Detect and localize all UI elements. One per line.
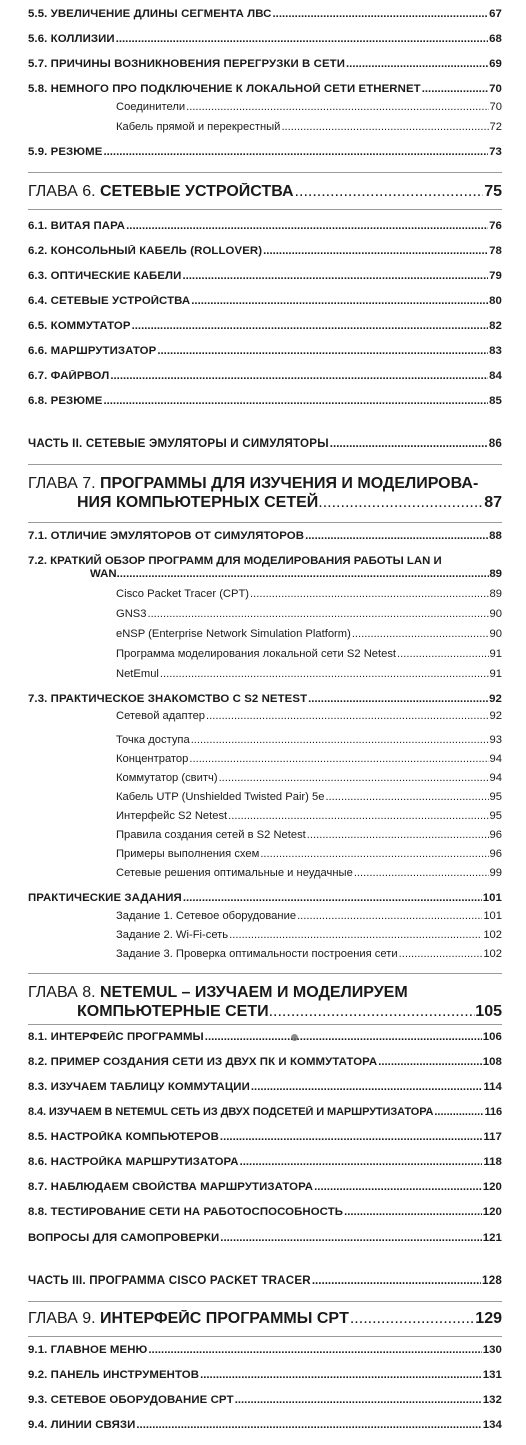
chapter-number: ГЛАВА 9.: [28, 1310, 96, 1327]
entry-label: 8.2. ПРИМЕР СОЗДАНИЯ СЕТИ ИЗ ДВУХ ПК И КОММУТАТОРА: [28, 1056, 378, 1068]
entry-label: Интерфейс S2 Netest: [116, 810, 228, 822]
dot-leader: [399, 948, 483, 960]
toc-section-entry: [28, 370, 502, 382]
toc-subentry: [116, 929, 502, 941]
dot-leader: [314, 1181, 482, 1193]
page-number: 120: [482, 1206, 502, 1218]
page-number: 70: [489, 83, 502, 95]
toc-subentry: [116, 772, 502, 784]
toc-subentry: [116, 608, 502, 620]
entry-label: 9.4. ЛИНИИ СВЯЗИ: [28, 1419, 136, 1431]
entry-label: 6.6. МАРШРУТИЗАТОР: [28, 345, 157, 357]
toc-subentry: [116, 121, 502, 133]
dot-leader: [250, 588, 489, 600]
toc-section-entry: [28, 892, 502, 904]
toc-subentry: [116, 753, 502, 765]
toc-section-entry: [28, 295, 502, 307]
divider: [28, 209, 502, 210]
dot-leader: [183, 892, 482, 904]
dot-leader: [126, 220, 488, 232]
page-number: 120: [482, 1181, 502, 1193]
toc-chapter-heading: [28, 474, 502, 512]
dot-leader: [191, 734, 489, 746]
dot-leader: [251, 1081, 482, 1093]
entry-label: 5.8. НЕМНОГО ПРО ПОДКЛЮЧЕНИЕ К ЛОКАЛЬНОЙ СЕТИ ETHERNET: [28, 83, 421, 95]
dot-leader: [206, 710, 489, 722]
toc-section-entry: [28, 1081, 502, 1093]
toc-chapter-heading: [28, 183, 502, 201]
entry-label: 8.1. ИНТЕРФЕЙС ПРОГРАММЫ: [28, 1031, 204, 1043]
toc-part-entry: [28, 437, 502, 450]
dot-leader: [269, 1002, 476, 1021]
page-number: 102: [483, 948, 502, 960]
toc-section-entry: [28, 1394, 502, 1406]
dot-leader: [240, 1156, 483, 1168]
entry-label: 8.5. НАСТРОЙКА КОМПЬЮТЕРОВ: [28, 1131, 219, 1143]
dot-leader: [116, 33, 488, 45]
entry-label: 6.8. РЕЗЮМЕ: [28, 395, 103, 407]
entry-label-line1: 7.2. КРАТКИЙ ОБЗОР ПРОГРАММ ДЛЯ МОДЕЛИРОВАНИЯ РАБОТЫ LAN И: [28, 555, 442, 567]
page-number: 131: [482, 1369, 502, 1381]
entry-label: 5.5. УВЕЛИЧЕНИЕ ДЛИНЫ СЕГМЕНТА ЛВС: [28, 8, 272, 20]
dot-leader: [103, 146, 488, 158]
page-number: 105: [475, 1003, 502, 1020]
page-number: 132: [482, 1394, 502, 1406]
dot-leader: [312, 1274, 481, 1287]
page-number: 67: [489, 8, 502, 20]
dot-leader: [228, 810, 488, 822]
dot-leader: [330, 437, 488, 450]
toc-section-entry: [28, 1056, 502, 1068]
dot-leader: [110, 370, 488, 382]
toc-section-entry: [28, 220, 502, 232]
page-number: 106: [482, 1031, 502, 1043]
page-number: 108: [482, 1056, 502, 1068]
page-number: 91: [489, 648, 502, 660]
toc-section-entry: [28, 58, 502, 70]
dot-leader: [147, 608, 488, 620]
entry-label: 5.6. КОЛЛИЗИИ: [28, 33, 115, 45]
toc-section-entry: [28, 1106, 502, 1118]
page-number: 95: [489, 810, 502, 822]
entry-label: Концентратор: [116, 753, 189, 765]
page-number: 130: [482, 1344, 502, 1356]
dot-leader: [103, 395, 488, 407]
toc-subentry: [116, 628, 502, 640]
entry-label: ЧАСТЬ III. ПРОГРАММА CISCO PACKET TRACER: [28, 1274, 311, 1287]
page-number: 76: [489, 220, 502, 232]
divider: [28, 1336, 502, 1337]
dot-leader: [346, 58, 488, 70]
divider: [28, 973, 502, 974]
entry-label: 9.2. ПАНЕЛЬ ИНСТРУМЕНТОВ: [28, 1369, 200, 1381]
chapter-title-line1: ПРОГРАММЫ ДЛЯ ИЗУЧЕНИЯ И МОДЕЛИРОВА-: [100, 475, 479, 492]
chapter-number: ГЛАВА 7.: [28, 475, 96, 492]
toc-section-entry: [28, 1232, 502, 1244]
toc-section-entry: [28, 1131, 502, 1143]
dot-leader: [307, 829, 489, 841]
page-number: 78: [489, 245, 502, 257]
dot-leader: [157, 345, 488, 357]
toc-section-entry: [28, 1369, 502, 1381]
dot-leader: [117, 568, 490, 581]
toc-subentry: [116, 734, 502, 746]
entry-label: Сетевые решения оптимальные и неудачные: [116, 867, 353, 879]
entry-label: 6.4. СЕТЕВЫЕ УСТРОЙСТВА: [28, 295, 191, 307]
page-number: 85: [489, 395, 502, 407]
dot-leader: [260, 848, 488, 860]
dot-leader: [354, 867, 489, 879]
page-number: 95: [489, 791, 502, 803]
entry-label: 7.1. ОТЛИЧИЕ ЭМУЛЯТОРОВ ОТ СИМУЛЯТОРОВ: [28, 530, 305, 542]
page-number: 82: [489, 320, 502, 332]
toc-section-entry: [28, 1181, 502, 1193]
toc-section-entry: [28, 530, 502, 542]
dot-leader: [434, 1106, 483, 1118]
entry-label: Программа моделирования локальной сети S2 Netest: [116, 648, 397, 660]
toc-section-entry: [28, 270, 502, 282]
entry-label: ЧАСТЬ II. СЕТЕВЫЕ ЭМУЛЯТОРЫ И СИМУЛЯТОРЫ: [28, 437, 329, 450]
page-number: 121: [482, 1232, 502, 1244]
toc-section-entry: [28, 146, 502, 158]
dot-leader: [422, 83, 488, 95]
toc-subentry: [116, 867, 502, 879]
page-number: 96: [489, 829, 502, 841]
toc-subentry: [116, 101, 502, 113]
entry-label: 8.3. ИЗУЧАЕМ ТАБЛИЦУ КОММУТАЦИИ: [28, 1081, 250, 1093]
page-number: 79: [489, 270, 502, 282]
toc-section-entry: [28, 555, 502, 581]
toc-subentry: [116, 710, 502, 722]
dot-leader: [352, 628, 489, 640]
page-number: 92: [489, 710, 502, 722]
toc-subentry: [116, 948, 502, 960]
entry-label: 5.9. РЕЗЮМЕ: [28, 146, 103, 158]
chapter-title: СЕТЕВЫЕ УСТРОЙСТВА: [100, 183, 294, 200]
entry-label: 6.7. ФАЙРВОЛ: [28, 370, 110, 382]
dot-leader: [148, 1344, 481, 1356]
page-number: 89: [489, 568, 502, 580]
entry-label: Задание 3. Проверка оптимальности построения сети: [116, 948, 398, 960]
dot-leader: [186, 101, 488, 113]
dot-leader: [305, 530, 488, 542]
toc-section-entry: [28, 1031, 502, 1043]
entry-label: 9.3. СЕТЕВОЕ ОБОРУДОВАНИЕ CPT: [28, 1394, 234, 1406]
toc-subentry: [116, 668, 502, 680]
entry-label: 8.6. НАСТРОЙКА МАРШРУТИЗАТОРА: [28, 1156, 239, 1168]
dot-leader: [378, 1056, 482, 1068]
page-number: 116: [484, 1106, 502, 1118]
divider: [28, 1024, 502, 1025]
page-number: 89: [489, 588, 502, 600]
chapter-number: ГЛАВА 8.: [28, 984, 96, 1001]
page-number: 69: [489, 58, 502, 70]
chapter-title-line2: НИЯ КОМПЬЮТЕРНЫХ СЕТЕЙ: [77, 494, 319, 511]
dot-leader: [132, 320, 489, 332]
dot-leader: [281, 121, 488, 133]
entry-label: 8.8. ТЕСТИРОВАНИЕ СЕТИ НА РАБОТОСПОСОБНОСТЬ: [28, 1206, 344, 1218]
entry-label: 8.7. НАБЛЮДАЕМ СВОЙСТВА МАРШРУТИЗАТОРА: [28, 1181, 314, 1193]
toc-section-entry: [28, 1344, 502, 1356]
toc-section-entry: [28, 1206, 502, 1218]
entry-label: Cisco Packet Tracer (CPT): [116, 588, 250, 600]
entry-label: Соединители: [116, 101, 186, 113]
toc-chapter-heading: [28, 983, 502, 1021]
dot-leader: [397, 648, 489, 660]
dot-leader: [191, 295, 488, 307]
page-number: 84: [489, 370, 502, 382]
dot-leader: [344, 1206, 482, 1218]
toc-section-entry: [28, 8, 502, 20]
entry-label: 7.3. ПРАКТИЧЕСКОЕ ЗНАКОМСТВО С S2 NETEST: [28, 693, 308, 705]
ink-smudge: [291, 1034, 298, 1041]
chapter-title-line1: NETEMUL – ИЗУЧАЕМ И МОДЕЛИРУЕМ: [100, 984, 408, 1001]
page-number: 83: [489, 345, 502, 357]
dot-leader: [160, 668, 489, 680]
page-number: 96: [489, 848, 502, 860]
toc-subentry: [116, 648, 502, 660]
entry-label: 6.5. КОММУТАТОР: [28, 320, 131, 332]
toc-section-entry: [28, 1156, 502, 1168]
entry-label: Точка доступа: [116, 734, 190, 746]
page-number: 93: [489, 734, 502, 746]
toc-section-entry: [28, 320, 502, 332]
entry-label-line2: WAN: [90, 568, 117, 580]
toc-subentry: [116, 910, 502, 922]
page-number: 101: [483, 910, 502, 922]
dot-leader: [136, 1419, 481, 1431]
entry-label: Задание 2. Wi-Fi-сеть: [116, 929, 229, 941]
divider: [28, 464, 502, 465]
divider: [28, 172, 502, 173]
page-number: 75: [484, 183, 502, 200]
toc-section-entry: [28, 345, 502, 357]
dot-leader: [235, 1394, 482, 1406]
entry-label: 9.1. ГЛАВНОЕ МЕНЮ: [28, 1344, 148, 1356]
entry-label: Сетевой адаптер: [116, 710, 206, 722]
page-number: 118: [483, 1156, 502, 1168]
page-number: 134: [482, 1419, 502, 1431]
dot-leader: [229, 929, 482, 941]
entry-label: eNSP (Enterprise Network Simulation Platform): [116, 628, 351, 640]
chapter-title: ИНТЕРФЕЙС ПРОГРАММЫ CPT: [100, 1310, 349, 1327]
toc-section-entry: [28, 1419, 502, 1431]
dot-leader: [308, 693, 488, 705]
page-number: 88: [489, 530, 502, 542]
page-number: 102: [483, 929, 502, 941]
page-number: 68: [489, 33, 502, 45]
toc-subentry: [116, 848, 502, 860]
toc-subentry: [116, 829, 502, 841]
chapter-number: ГЛАВА 6.: [28, 183, 96, 200]
page-number: 117: [483, 1131, 502, 1143]
page-number: 90: [489, 628, 502, 640]
entry-label: Примеры выполнения схем: [116, 848, 260, 860]
dot-leader: [220, 1131, 482, 1143]
page-number: 129: [475, 1310, 502, 1327]
dot-leader: [263, 245, 488, 257]
page-number: 92: [489, 693, 502, 705]
toc-section-entry: [28, 33, 502, 45]
toc-section-entry: [28, 395, 502, 407]
page-number: 73: [489, 146, 502, 158]
entry-label: NetEmul: [116, 668, 159, 680]
toc-section-entry: [28, 693, 502, 705]
dot-leader: [273, 8, 489, 20]
page-number: 128: [482, 1274, 502, 1287]
toc-chapter-heading: [28, 1310, 502, 1328]
page-number: 94: [489, 753, 502, 765]
dot-leader: [200, 1369, 482, 1381]
dot-leader: [297, 910, 482, 922]
dot-leader: [205, 1031, 482, 1043]
entry-label: 6.2. КОНСОЛЬНЫЙ КАБЕЛЬ (ROLLOVER): [28, 245, 263, 257]
entry-label: 5.7. ПРИЧИНЫ ВОЗНИКНОВЕНИЯ ПЕРЕГРУЗКИ В СЕТИ: [28, 58, 346, 70]
entry-label: Коммутатор (свитч): [116, 772, 218, 784]
entry-label: Кабель UTP (Unshielded Twisted Pair) 5e: [116, 791, 325, 803]
dot-leader: [220, 1232, 481, 1244]
page-number: 90: [489, 608, 502, 620]
entry-label: Задание 1. Сетевое оборудование: [116, 910, 297, 922]
dot-leader: [318, 493, 484, 512]
page-number: 72: [489, 121, 502, 133]
divider: [28, 1301, 502, 1302]
page-number: 94: [489, 772, 502, 784]
page-number: 99: [489, 867, 502, 879]
entry-label: GNS3: [116, 608, 147, 620]
page-number: 91: [489, 668, 502, 680]
dot-leader: [219, 772, 489, 784]
entry-label: 6.1. ВИТАЯ ПАРА: [28, 220, 126, 232]
entry-label: Правила создания сетей в S2 Netest: [116, 829, 306, 841]
entry-label: Кабель прямой и перекрестный: [116, 121, 281, 133]
page-number: 101: [482, 892, 502, 904]
entry-label: ВОПРОСЫ ДЛЯ САМОПРОВЕРКИ: [28, 1232, 220, 1244]
page-number: 80: [489, 295, 502, 307]
page-number: 114: [483, 1081, 502, 1093]
page-number: 86: [488, 437, 502, 450]
toc-subentry: [116, 588, 502, 600]
page-number: 70: [489, 101, 502, 113]
entry-label: 6.3. ОПТИЧЕСКИЕ КАБЕЛИ: [28, 270, 182, 282]
divider: [28, 522, 502, 523]
entry-label: 8.4. ИЗУЧАЕМ В NETEMUL СЕТЬ ИЗ ДВУХ ПОДСЕТЕЙ И МАРШРУТИЗАТОРА: [28, 1106, 434, 1118]
dot-leader: [189, 753, 488, 765]
toc-section-entry: [28, 83, 502, 95]
toc-section-entry: [28, 245, 502, 257]
dot-leader: [325, 791, 488, 803]
dot-leader: [295, 183, 484, 201]
dot-leader: [350, 1310, 474, 1328]
entry-label: ПРАКТИЧЕСКИЕ ЗАДАНИЯ: [28, 892, 182, 904]
toc-subentry: [116, 791, 502, 803]
chapter-title-line2: КОМПЬЮТЕРНЫЕ СЕТИ: [77, 1003, 269, 1020]
toc-part-entry: [28, 1274, 502, 1287]
dot-leader: [182, 270, 488, 282]
toc-subentry: [116, 810, 502, 822]
page-number: 87: [484, 494, 502, 511]
